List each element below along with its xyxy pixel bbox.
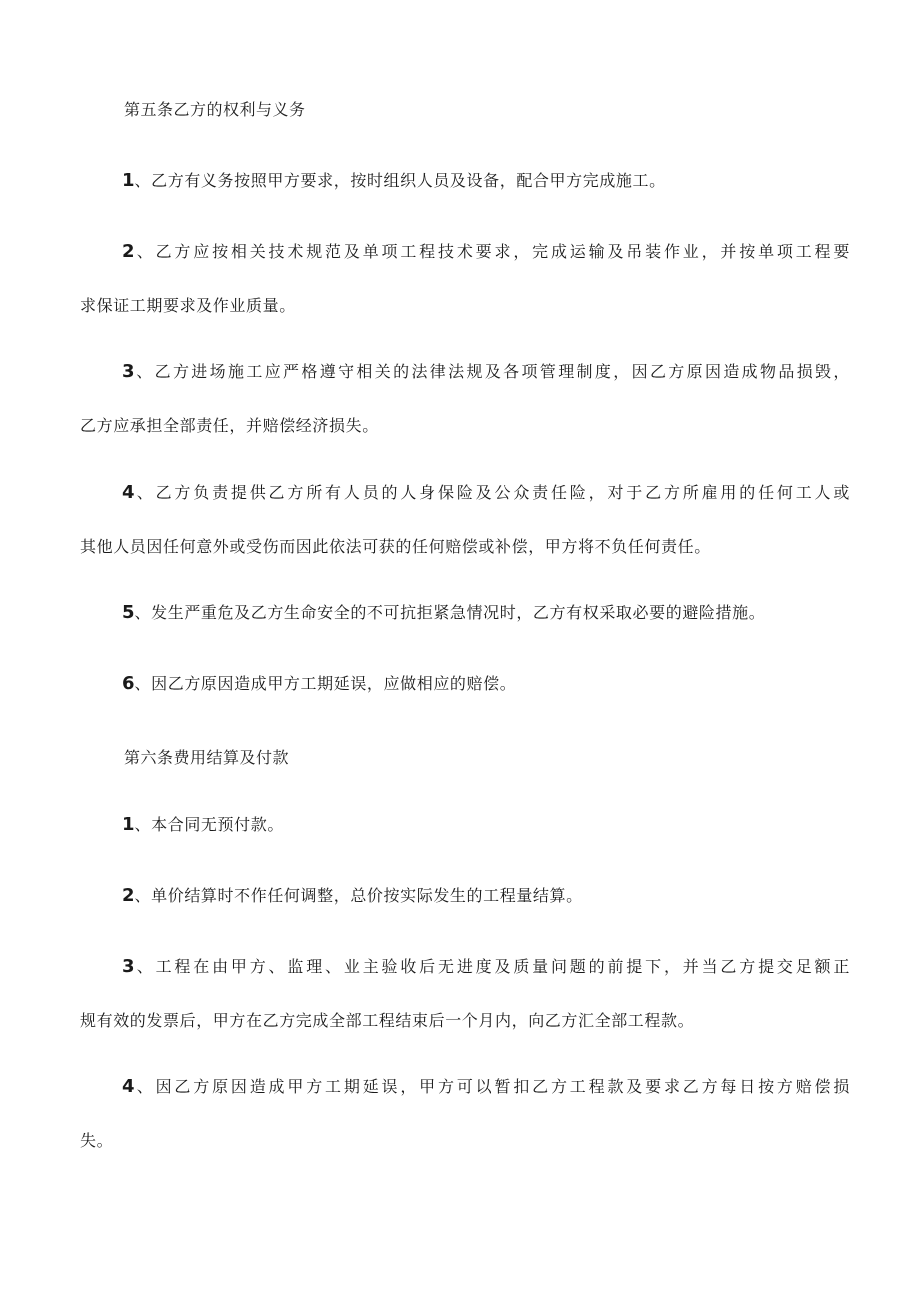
- clause-first-line: [80, 869, 850, 923]
- clause-5-1: [80, 154, 850, 208]
- clause-first-line: [80, 657, 850, 711]
- clause-number: 6: [122, 673, 135, 694]
- clause-continuation: 求保证工期要求及作业质量。: [80, 296, 296, 315]
- clause-text: 、乙方应按相关技术规范及单项工程技术要求，完成运输及吊装作业，并按单项工程要: [134, 242, 850, 261]
- clause-text: 、工程在由甲方、监理、业主验收后无进度及质量问题的前提下，并当乙方提交足额正: [134, 957, 850, 976]
- clause-first-line: [80, 225, 850, 279]
- clause-continuation: 乙方应承担全部责任，并赔偿经济损失。: [80, 416, 379, 435]
- clause-6-2: [80, 869, 850, 923]
- clause-first-line: [80, 940, 850, 994]
- clause-first-line: [80, 798, 850, 852]
- clause-text: 、乙方进场施工应严格遵守相关的法律法规及各项管理制度，因乙方原因造成物品损毁，: [134, 362, 850, 381]
- clause-text: 、本合同无预付款。: [134, 815, 284, 834]
- clause-number: 4: [122, 482, 135, 503]
- clause-number: 3: [122, 361, 135, 382]
- clause-number: 4: [122, 1076, 135, 1097]
- clause-5-2: [80, 225, 850, 333]
- section-title-5: 第五条乙方的权利与义务: [124, 100, 306, 119]
- clause-first-line: [80, 466, 850, 520]
- clause-number: 3: [122, 956, 135, 977]
- clause-6-3: [80, 940, 850, 1048]
- clause-5-3: [80, 345, 850, 453]
- clause-continuation: 规有效的发票后，甲方在乙方完成全部工程结束后一个月内，向乙方汇全部工程款。: [80, 1011, 695, 1030]
- clause-first-line: [80, 1060, 850, 1114]
- clause-5-6: [80, 657, 850, 711]
- clause-first-line: [80, 345, 850, 399]
- clause-continuation: 失。: [80, 1131, 114, 1150]
- clause-first-line: [80, 586, 850, 640]
- clause-number: 1: [122, 814, 135, 835]
- clause-number: 2: [122, 885, 135, 906]
- clause-text: 、因乙方原因造成甲方工期延误，甲方可以暂扣乙方工程款及要求乙方每日按方赔偿损: [134, 1077, 850, 1096]
- clause-number: 2: [122, 241, 135, 262]
- clause-text: 、单价结算时不作任何调整，总价按实际发生的工程量结算。: [134, 886, 583, 905]
- clause-text: 、因乙方原因造成甲方工期延误，应做相应的赔偿。: [134, 674, 517, 693]
- clause-6-4: [80, 1060, 850, 1168]
- clause-continuation: 其他人员因任何意外或受伤而因此依法可获的任何赔偿或补偿，甲方将不负任何责任。: [80, 537, 711, 556]
- clause-6-1: [80, 798, 850, 852]
- clause-text: 、乙方负责提供乙方所有人员的人身保险及公众责任险，对于乙方所雇用的任何工人或: [134, 483, 850, 502]
- clause-number: 1: [122, 170, 135, 191]
- clause-text: 、乙方有义务按照甲方要求，按时组织人员及设备，配合甲方完成施工。: [134, 171, 666, 190]
- clause-first-line: [80, 154, 850, 208]
- clause-number: 5: [122, 602, 135, 623]
- clause-text: 、发生严重危及乙方生命安全的不可抗拒紧急情况时，乙方有权采取必要的避险措施。: [134, 603, 766, 622]
- clause-5-4: [80, 466, 850, 574]
- section-title-6: 第六条费用结算及付款: [124, 748, 290, 767]
- clause-5-5: [80, 586, 850, 640]
